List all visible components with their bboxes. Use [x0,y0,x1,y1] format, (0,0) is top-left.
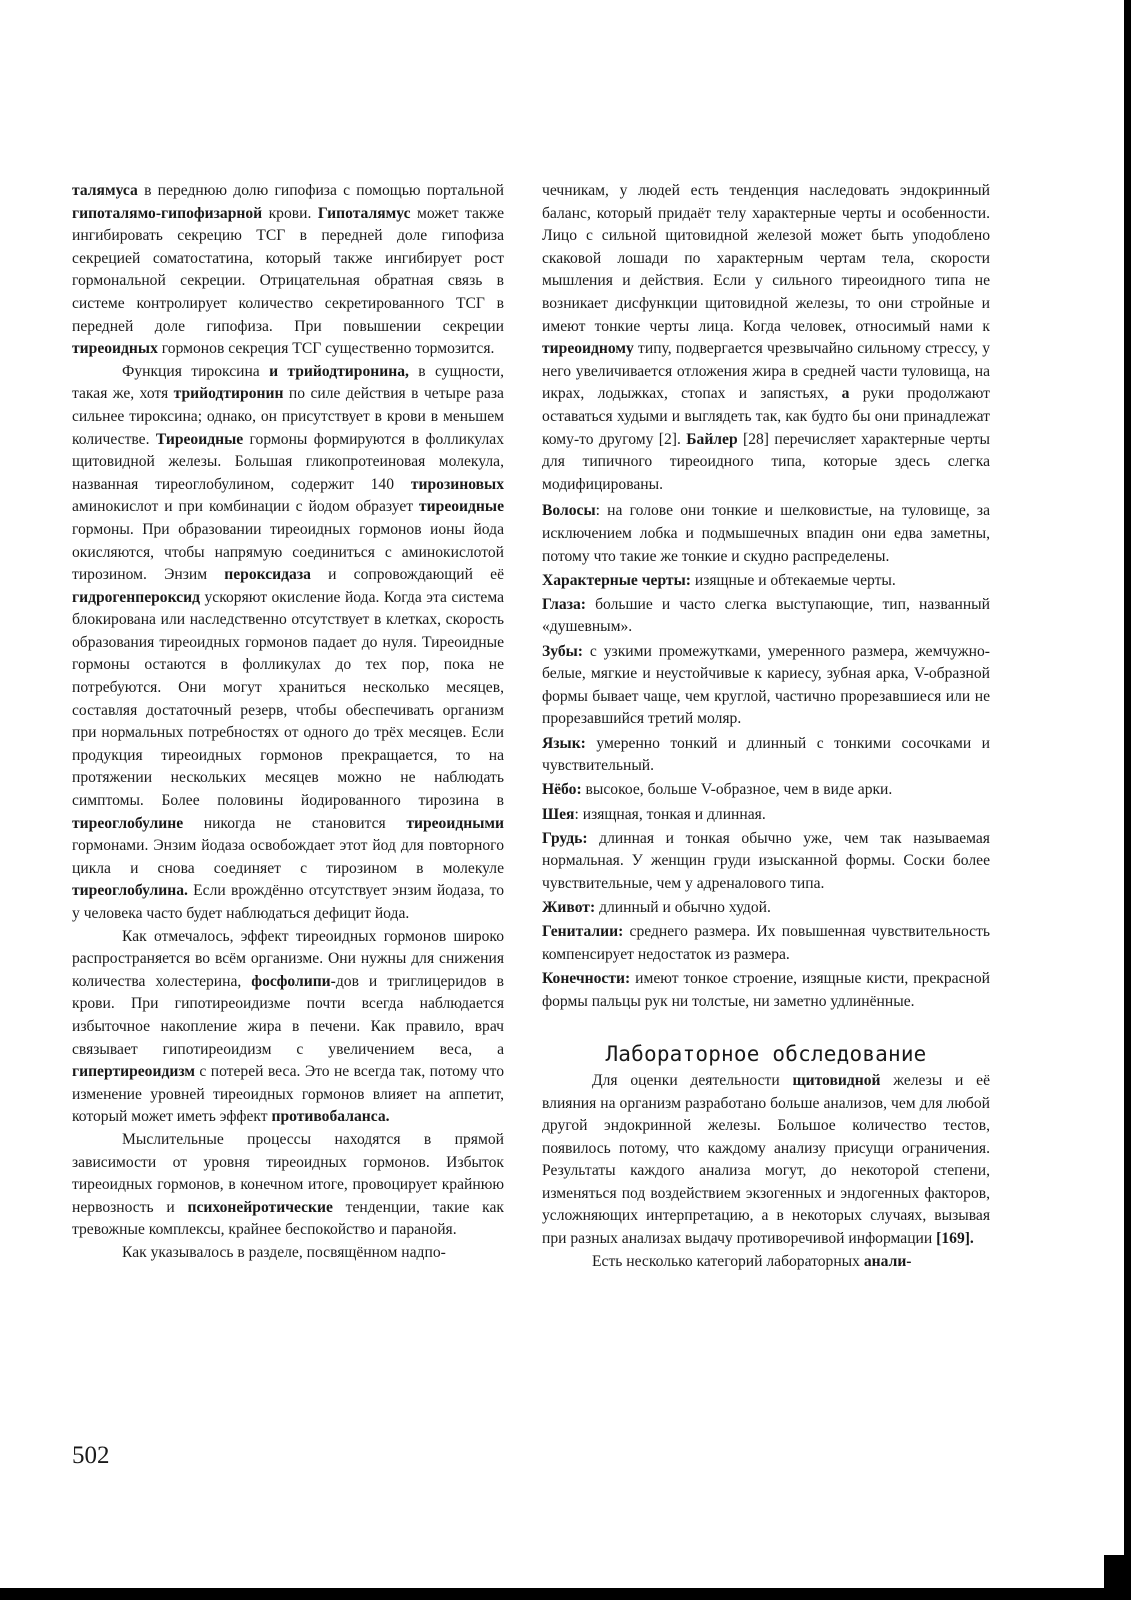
trait-term: Грудь: [542,829,588,847]
bold-term: пероксидаза [224,566,311,584]
trait-separator: : [574,805,579,823]
left-text-column [72,180,504,1265]
trait-item [542,594,990,639]
text-run: Для оценки деятельности [592,1071,793,1089]
bold-term: щитовидной [792,1071,881,1089]
text-run: ускоряют окисление йода. Когда эта система блокирована или наследственно отсутствует в клетках, скорость образования тиреоидных гормонов падает до нуля. Тиреоидные гормоны остаются в фолликулах до тех пор, пока не потребуются. Они могут храниться несколько месяцев, составляя достаточный резерв, чтобы обеспечивать организм при нормальных потребностях от одного до трёх месяцев. Если продукция тиреоидных гормонов прекращается, то на протяжении нескольких месяцев можно не наблюдать симптомы. Более половины йодированного тирозина в [72,588,504,810]
trait-term: Конечности: [542,970,631,988]
text-run: гормонов секреция ТСГ существенно тормозится. [157,340,495,358]
text-run: в переднюю долю гипофиза с помощью портальной [137,182,504,199]
right-intro-paragraphs [542,180,990,496]
text-run: с потерей веса. Это не всегда так, потому что изменение уровней тиреоидных гормонов влияет на аппетит, который может иметь эффект [72,1063,504,1126]
paragraph [542,1251,990,1274]
trait-term: Шея [542,805,575,823]
trait-item [542,733,990,778]
thyroid-type-traits-list [542,500,990,1013]
text-run: Есть несколько категорий лабораторных [592,1252,864,1270]
trait-term: Гениталии: [542,923,624,941]
bold-term: психонейротические [187,1198,333,1216]
text-run: в сущности, такая же, хотя [72,362,504,403]
bold-term: тиреоидных [72,340,158,358]
bold-term: талямуса [72,182,138,199]
trait-description: с узкими промежутками, умеренного размера, жемчужно-белые, мягкие и неустойчивые к кариесу, зубная арка, V-образной формы бывает чаще, чем круглой, частично прорезавшиеся или не прорезавшийся третий моляр. [542,642,990,728]
bold-term: тиреоглобулина. [72,882,188,900]
lab-exam-paragraphs [542,1070,990,1273]
trait-item [542,897,990,920]
bold-term: Тиреоидные [155,430,244,448]
text-run: аминокислот и при комбинации с йодом образует [72,498,419,516]
page-number: 502 [72,1442,110,1469]
trait-item [542,641,990,731]
trait-description: изящная, тонкая и длинная. [578,805,766,823]
bold-term: тиреоидные [419,498,504,516]
trait-item [542,828,990,896]
text-run: гормонами. Энзим йодаза освобождает этот йод для повторного цикла и снова соединяет с тирозином в молекуле [72,837,504,877]
trait-description: длинный и обычно худой. [595,899,771,917]
trait-description: среднего размера. Их повышенная чувствительность компенсирует недостаток из размера. [542,923,990,963]
trait-description: длинная и тонкая обычно уже, чем так называемая нормальная. У женщин груди изысканной формы. Соски более чувствительные, чем у адреналового типа. [542,829,990,892]
text-run: гормоны. При образовании тиреоидных гормонов ионы йода окисляются, чтобы напрямую соединиться с аминокислотой тирозином. Энзим [72,520,504,584]
text-run: Функция тироксина [122,362,270,380]
text-run: крови. [262,204,318,222]
trait-item [542,968,990,1013]
scan-edge-corner [1104,1555,1131,1600]
text-run: типу, подвергается чрезвычайно сильному стрессу, у него увеличивается отложения жира в средней части туловища, на икрах, лодыжках, стопах и запястьях, [542,340,990,403]
text-run: [28] перечисляет характерные черты для типичного тиреоидного типа, которые здесь слегка модифицированы. [542,430,990,493]
bold-term: гипоталямо-гипофизарной [72,204,263,222]
scan-edge-bottom [0,1588,1131,1600]
right-text-column [542,180,990,1273]
text-run: Если врождённо отсутствует энзим йодаза, то у человека часто будет наблюдаться дефицит йода. [72,882,504,922]
trait-item [542,921,990,966]
paragraph [72,926,504,1129]
trait-description: умеренно тонкий и длинный с тонкими сосочками и чувствительный. [542,734,990,775]
text-run: никогда не становится [183,814,407,832]
text-run: Как отмечалось, эффект тиреоидных гормонов широко распространяется во всём организме. Они нужны для снижения количества холестерина, [72,927,504,990]
text-run: и сопровождающий её [310,566,504,584]
text-run: по силе действия в четыре раза сильнее тироксина; однако, он присутствует в крови в меньшем количестве. [72,385,504,448]
bold-term: и трийодтиронина, [269,362,409,380]
bold-term: [169]. [936,1230,974,1248]
trait-term: Волосы [542,502,596,520]
paragraph [72,180,504,361]
paragraph [542,180,990,496]
trait-item [542,570,990,593]
trait-term: Нёбо: [542,781,582,799]
bold-term: трийодтиронин [173,385,284,403]
trait-item [542,500,990,568]
trait-term: Язык: [542,734,586,752]
text-run: дов и триглицеридов в крови. При гипотиреоидизме почти всегда наблюдается избыточное накопление жира в печени. Как правило, врач связывает гипотиреоидизм с увеличением веса, а [72,972,504,1058]
section-heading-lab-exam: Лабораторное обследование [605,1042,927,1067]
trait-description: высокое, больше V-образное, чем в виде арки. [581,781,893,799]
bold-term: фосфолипи- [251,972,336,990]
trait-item [542,779,990,802]
bold-term: тиреоидному [542,340,634,358]
bold-term: гидрогенпероксид [72,588,200,606]
trait-description: большие и часто слегка выступающие, тип, названный «душевным». [542,595,990,636]
trait-term: Зубы: [542,642,583,660]
paragraph [542,1070,990,1251]
trait-term: Живот: [542,899,596,917]
trait-separator: : [595,502,600,520]
trait-description: на голове они тонкие и шелковистые, на туловище, за исключением лобка и подмышечных впадин они едва заметны, потому что такие же тонкие и скудно распределены. [542,502,990,565]
text-run: руки продолжают оставаться худыми и выглядеть так, как будто бы они принадлежат кому-то другому [2]. [542,385,990,448]
scan-edge-right [1124,0,1131,1600]
text-run: железы и её влияния на организм разработано больше анализов, чем для любой другой эндокринной железы. Большое количество тестов, появилось потому, что каждому анализу присущи ограничения. Результаты каждого анализа могут, до некоторой степени, изменяться под воздействием экзогенных и эндогенных факторов, усложняющих интерпретацию, а в некоторых случаях, вызывая при разных анализах выдачу противоречивой информации [542,1071,990,1248]
trait-term: Характерные черты: [542,571,691,589]
trait-item [542,804,990,827]
trait-description: имеют тонкое строение, изящные кисти, прекрасной формы пальцы рук ни толстые, ни заметно удлинённые. [542,970,990,1010]
text-run: Как указывалось в разделе, посвящённом надпо- [122,1243,446,1261]
bold-term: гипертиреоидизм [72,1063,195,1081]
text-run: тенденции, такие как тревожные комплексы, крайнее беспокойство и паранойя. [72,1198,504,1239]
bold-term: анали- [863,1252,912,1270]
text-run: может также ингибировать секрецию ТСГ в передней доле гипофиза секрецией соматостатина, который также ингибирует рост гормональной секреции. Отрицательная обратная связь в системе контролирует количество секретированного ТСГ в передней доле гипофиза. При повышении секреции [72,204,504,335]
bold-term: тирозиновых [410,475,504,493]
paragraph [72,1242,504,1265]
trait-term: Глаза: [542,595,586,613]
bold-term: Байлер [686,430,738,448]
bold-term: Гипоталямус [317,204,411,222]
bold-term: противобаланса. [271,1108,390,1126]
text-run: гормоны формируются в фолликулах щитовидной железы. Большая гликопротеиновая молекула, названная тиреоглобулином, содержит 140 [72,430,504,493]
bold-term: тиреоглобулине [72,814,184,832]
text-run: чечникам, у людей есть тенденция наследовать эндокринный баланс, который придаёт телу характерные черты и особенности. Лицо с сильной щитовидной железой может быть уподоблено скаковой лошади по характерным чертам тела, скорости мышления и действия. Если у сильного тиреоидного типа не возникает дисфункции щитовидной железы, то они стройные и имеют тонкие черты лица. Когда человек, относимый нами к [542,182,990,335]
bold-term: а [841,385,850,403]
text-run: Мыслительные процессы находятся в прямой зависимости от уровня тиреоидных гормонов. Избыток тиреоидных гормонов, в конечном итоге, провоцирует крайнюю нервозность и [72,1130,504,1216]
paragraph [72,361,504,926]
bold-term: тиреоидными [406,814,504,832]
paragraph [72,1129,504,1242]
trait-description: изящные и обтекаемые черты. [690,571,896,589]
